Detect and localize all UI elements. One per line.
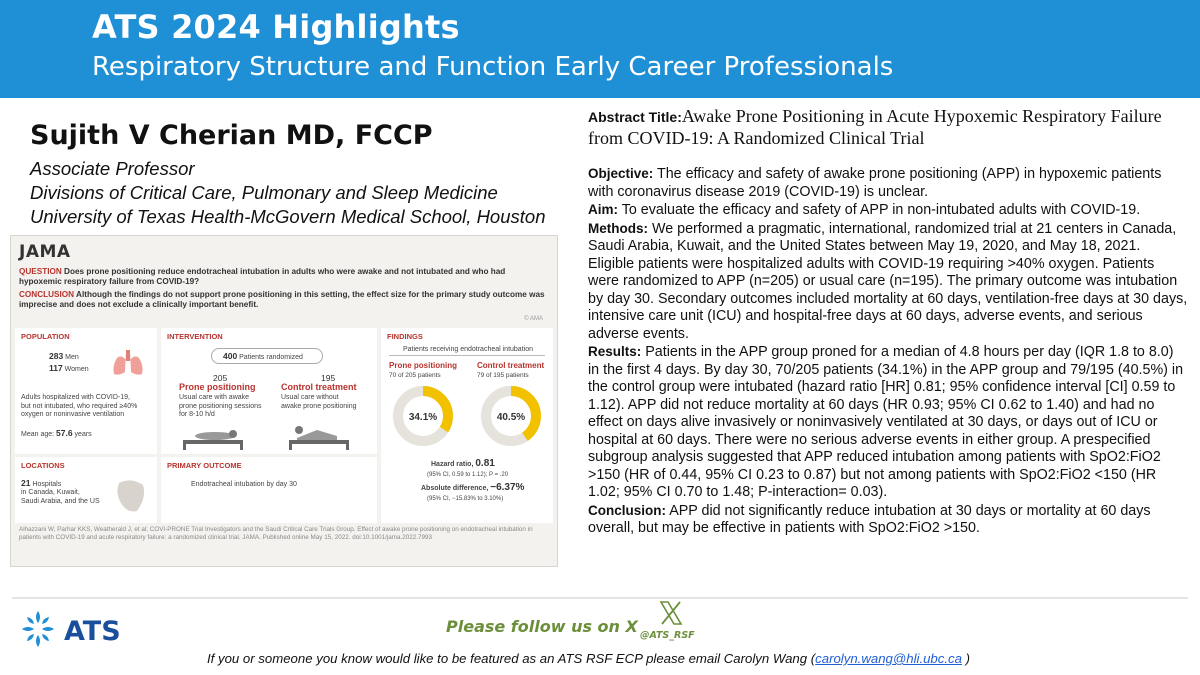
randomized-label: Patients randomized [239,354,303,361]
aim-label: Aim: [588,202,618,217]
jama-conclusion [19,290,549,310]
objective-paragraph [588,165,1188,201]
abstract-text [588,106,1188,538]
locations-line-1: in Canada, Kuwait, [21,489,80,496]
prone-label: Prone positioning [179,382,256,392]
abstract-title: Awake Prone Positioning in Acute Hypoxemic Respiratory Failure from COVID-19: A Randomized Clinical Trial [588,106,1162,148]
findings-control-count: 79 of 195 patients [477,372,529,379]
control-label: Control treatment [281,382,357,392]
prone-desc-1: Usual care with awake [179,394,250,401]
results-text: Patients in the APP group proned for a median of 4.8 hours per day (IQR 1.8 to 8.0) in the first 4 days. By day 30, 70/205 patients (34.1%) in the APP group and 79/195 (40.5%) in the control group were intubated (hazard ratio [HR] 0.81; 95% confidence interval [CI] 0.59 to 1.12). APP did not reduce mortality at 60 days (HR 0.93; 95% CI 0.62 to 1.40) and had no effect on days alive invasively or noninvasively ventilated at 30 days, or days out of ICU or hospital at 60 days. There were no serious adverse events in either group. A prespecified subgroup analysis suggested that APP reduced intubation among patients with SpO2:FiO2 >150 (HR of 0.44, 95% CI 0.23 to 0.87) but not among patients with SpO2:FiO2 <150 (HR 1.02; 95% CI 0.70 to 1.48; P-interaction= 0.03). [588,344,1184,500]
jama-citation: Alhazzani W, Parhar KKS, Weatherald J, et al; COVI-PRONE Trial Investigators and the Saudi Critical Care Trials Group. Effect of awake prone positioning on endotracheal intubation in patients with COVID-19 and acute respiratory failure: a randomized clinical trial. JAMA. Published online May 15, 2022. doi:10.1001/jama.2022.7993 [19,526,533,542]
footer-divider [12,597,1188,599]
abstract-conclusion-label: Conclusion: [588,502,666,518]
hazard-ratio-value: 0.81 [475,458,495,469]
population-desc-1: Adults hospitalized with COVID-19, [21,394,130,401]
mean-age [21,429,92,440]
findings-prone-label: Prone positioning [389,361,457,370]
control-desc-2: awake prone positioning [281,402,357,410]
objective-text: The efficacy and safety of awake prone positioning (APP) in hypoxemic patients with coronavirus disease 2019 (COVID-19) is unclear. [588,166,1162,200]
supine-bed-icon [287,424,357,450]
findings-prone-count: 70 of 205 patients [389,372,441,379]
footer-note-prefix: If you or someone you know would like to be featured as an ATS RSF ECP please email Carolyn Wang ( [207,651,816,666]
abs-diff-ci: (95% CI, −15.83% to 3.10%) [427,496,504,502]
hazard-ratio-row [431,460,495,470]
hazard-ratio-ci: (95% CI, 0.59 to 1.12); P = .20 [427,472,509,478]
women-label: Women [64,366,89,373]
intervention-title: INTERVENTION [167,332,223,341]
findings-control-label: Control treatment [477,361,545,370]
results-label: Results: [588,344,642,359]
x-handle[interactable]: @ATS_RSF [640,630,695,641]
prone-desc-2: prone positioning sessions [179,402,262,410]
mean-age-unit: years [74,431,92,438]
randomized-row [223,352,303,363]
hospitals-label: Hospitals [32,481,62,488]
abstract-conclusion-text: APP did not significantly reduce intubation at 30 days or mortality at 60 days overall, but may be effective in patients with SpO2:FiO2 >150. [588,502,1151,536]
conclusion-label: CONCLUSION [19,290,75,299]
hazard-ratio-label: Hazard ratio, [431,461,474,468]
prone-bed-icon [181,424,251,450]
hospitals-row [21,479,61,490]
aim-paragraph [588,201,1188,220]
population-title: POPULATION [21,332,70,341]
primary-outcome-panel [161,457,377,523]
women-row [49,364,89,375]
findings-panel [381,328,553,523]
copyright: © AMA [524,316,543,322]
methods-label: Methods: [588,220,648,236]
email-link[interactable]: carolyn.wang@hli.ubc.ca [815,651,962,666]
control-donut-label: 40.5% [496,412,526,423]
jama-logo: JAMA [19,242,71,262]
locations-panel [15,457,157,523]
jama-question [19,267,549,287]
x-logo-icon[interactable] [658,600,684,626]
population-panel [15,328,157,454]
map-icon [115,477,149,517]
men-count: 283 [49,351,64,361]
speaker-name: Sujith V Cherian MD, FCCP [30,120,433,151]
methods-paragraph [588,220,1188,344]
header-subtitle: Respiratory Structure and Function Early Career Professionals [92,52,894,82]
randomized-count: 400 [223,351,238,361]
aim-text: To evaluate the efficacy and safety of APP in non-intubated adults with COVID-19. [621,202,1141,218]
abstract-title-row [588,106,1188,149]
abstract-title-label: Abstract Title: [588,109,682,125]
question-text: Does prone positioning reduce endotracheal intubation in adults who were awake and not intubated and who had hypoxemic respiratory failure from COVID-19? [19,267,506,286]
spacer [588,149,1188,165]
speaker-position: Associate Professor [30,158,195,179]
population-desc-2: but not intubated, who required ≥40% [21,402,138,410]
men-row [49,352,79,363]
jama-visual-abstract [10,235,558,567]
population-desc-3: oxygen or noninvasive ventilation [21,411,125,418]
ats-logo [20,609,150,649]
results-paragraph [588,343,1188,502]
mean-age-value: 57.6 [56,428,73,438]
conclusion-text: Although the findings do not support prone positioning in this setting, the effect size for the primary study outcome was imprecise and does not exclude a clinically important benefit. [19,290,545,309]
abs-diff-value: −6.37% [490,482,525,493]
header-title: ATS 2024 Highlights [92,8,460,46]
abs-diff-label: Absolute difference, [421,485,489,492]
speaker-institution: University of Texas Health-McGovern Medical School, Houston [30,206,546,227]
ats-logo-text: ATS [64,616,121,647]
men-label: Men [65,354,79,361]
women-count: 117 [49,363,63,373]
control-n: 195 [321,373,336,383]
follow-us-text: Please follow us on X [446,617,638,636]
findings-title: FINDINGS [387,332,423,341]
conclusion-paragraph [588,502,1188,538]
intervention-panel [161,328,377,454]
control-desc-1: Usual care without [281,394,339,401]
footer-note [207,651,970,666]
control-donut-chart [479,384,543,448]
ats-logo-icon [22,611,54,647]
primary-outcome-text: Endotracheal intubation by day 30 [191,481,297,488]
locations-title: LOCATIONS [21,461,65,470]
speaker-division: Divisions of Critical Care, Pulmonary and Sleep Medicine [30,182,498,203]
prone-donut-chart [391,384,455,448]
abs-diff-row [421,484,524,494]
question-label: QUESTION [19,267,62,276]
hospitals-count: 21 [21,478,31,488]
prone-n: 205 [213,373,228,383]
objective-label: Objective: [588,166,654,181]
locations-line-2: Saudi Arabia, and the US [21,497,100,505]
prone-desc-3: for 8-10 h/d [179,411,215,418]
prone-donut-label: 34.1% [408,412,438,423]
primary-outcome-title: PRIMARY OUTCOME [167,461,242,470]
header-banner [0,0,1200,98]
footer-note-suffix: ) [961,651,971,666]
findings-subtitle: Patients receiving endotracheal intubation [403,346,533,353]
lungs-icon [111,348,145,378]
methods-text: We performed a pragmatic, international, randomized trial at 21 centers in Canada, Saudi Arabia, Kuwait, and the United States between May 19, 2020, and May 18, 2021. Eligible patients were hospitalized adults with COVID-19 requiring >40% oxygen. Patients were randomized to APP (n=205) or usual care (n=195). The primary outcome was intubation by day 30. Secondary outcomes included mortality at 60 days, ventilation-free days at 30 days, intensive care unit (ICU) and hospital-free days at 60 days, adverse events, and serious adverse events. [588,220,1188,342]
mean-age-label: Mean age: [21,431,55,438]
